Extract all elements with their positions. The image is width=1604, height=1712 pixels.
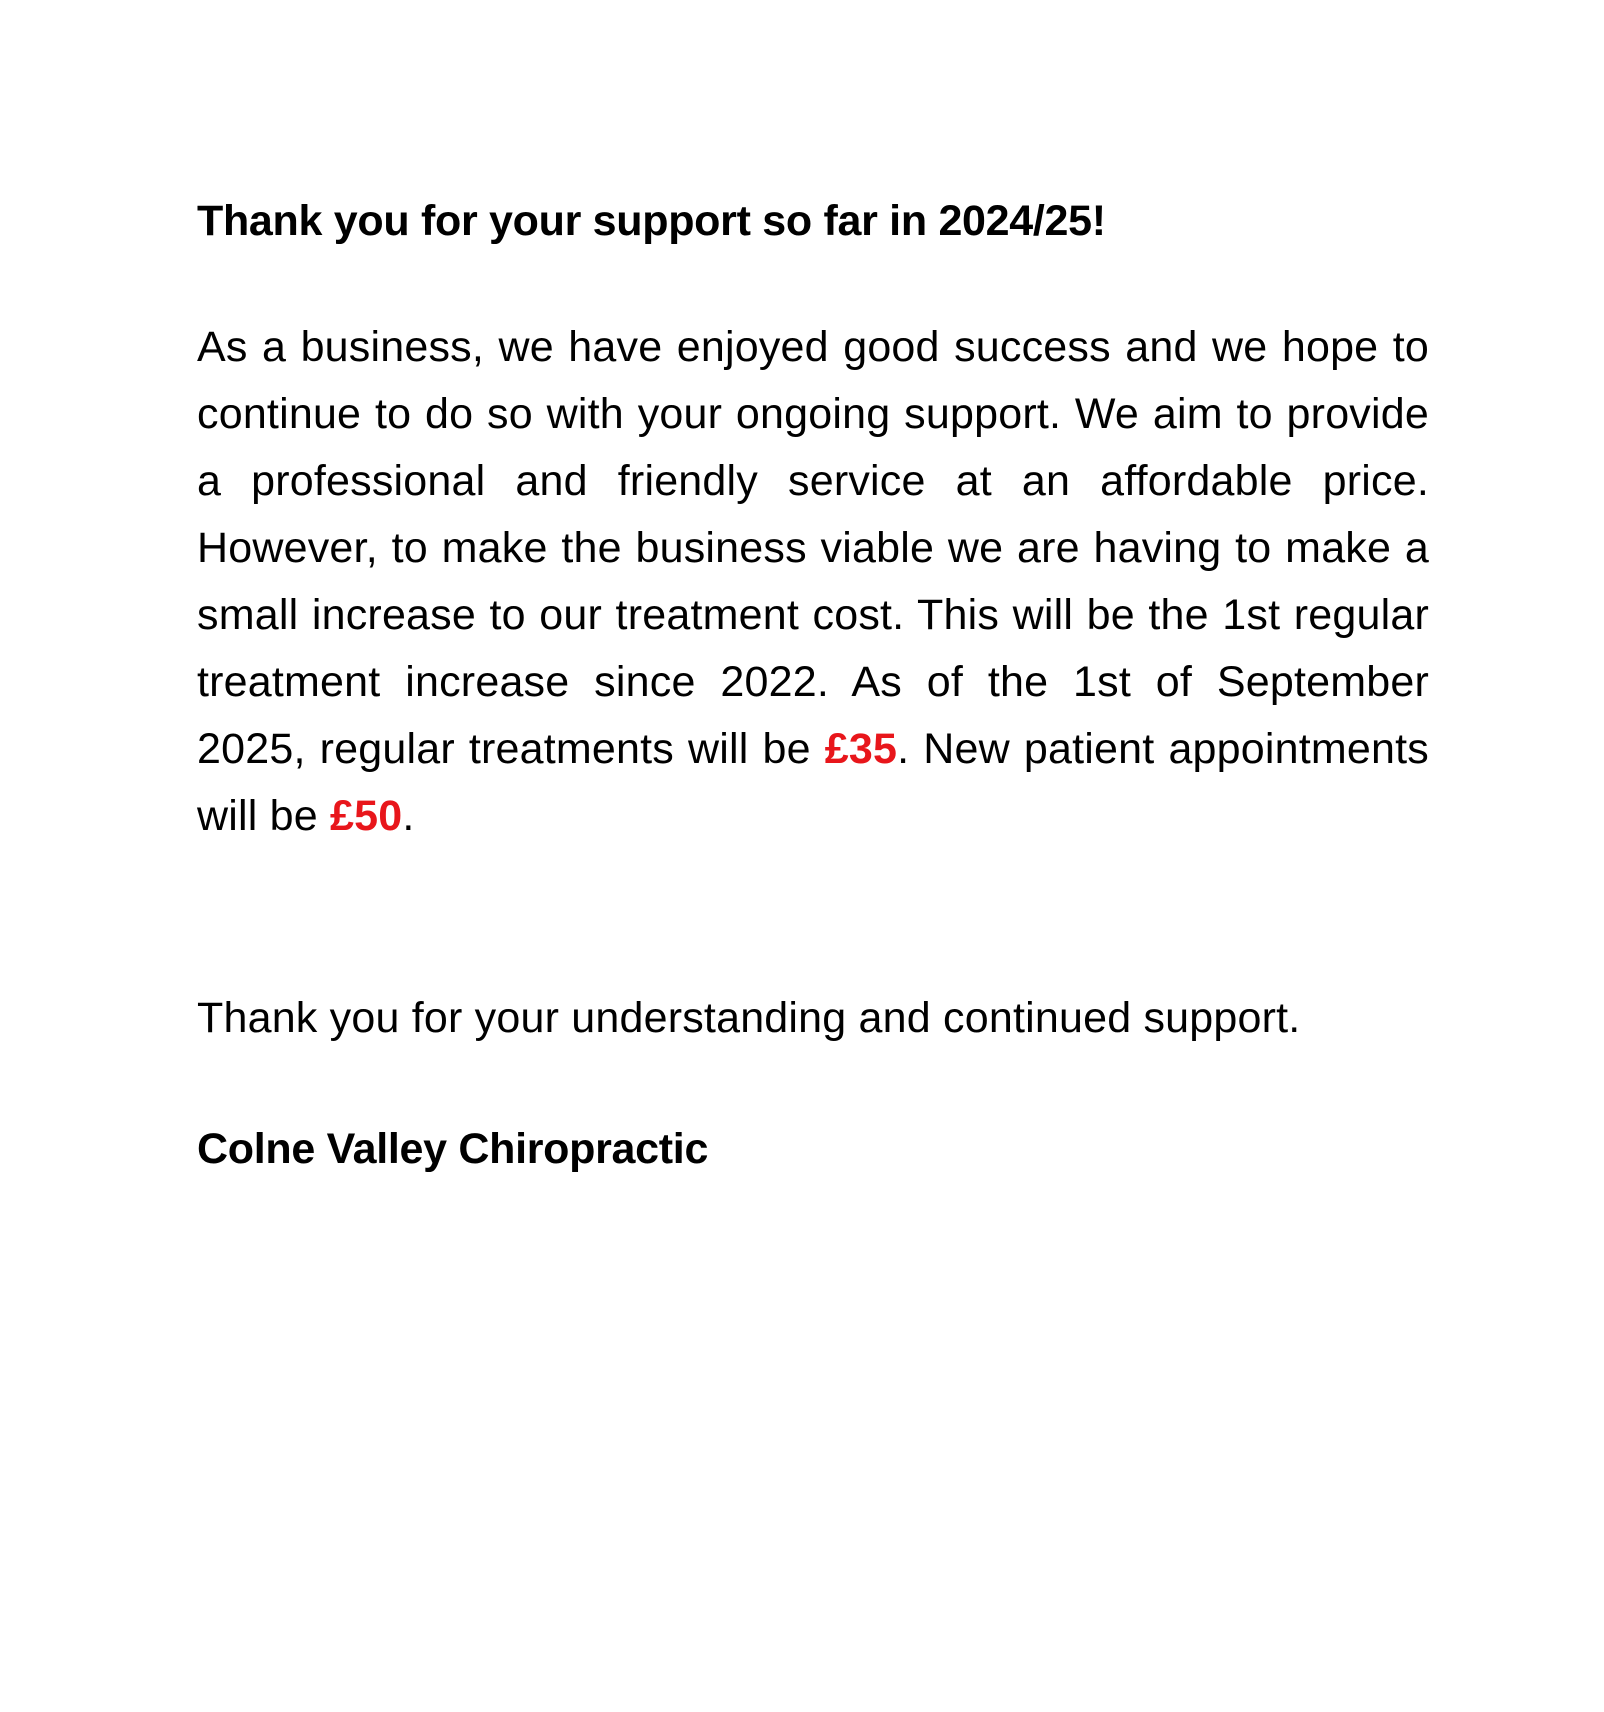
paragraph-text-middle: . New patient appointments will be <box>197 725 1430 840</box>
notice-heading: Thank you for your support so far in 2024/25! <box>197 197 1106 245</box>
thank-you-paragraph: Thank you for your understanding and continued support. <box>197 994 1301 1042</box>
notice-document <box>197 192 1429 1178</box>
new-patient-price: £50 <box>330 792 403 840</box>
paragraph-text-main: As a business, we have enjoyed good success and we hope to continue to do so with your ongoing support. We aim to provide a professional and friendly service at an affordable price. However, to make the business viable we are having to make a small increase to our treatment cost. This will be the 1st regular treatment increase since 2022. As of the 1st of September 2025, regular treatments will be <box>197 323 1429 773</box>
business-signature: Colne Valley Chiropractic <box>197 1125 709 1173</box>
price-increase-paragraph <box>197 314 1429 850</box>
paragraph-text-end: . <box>402 792 415 840</box>
regular-treatment-price: £35 <box>824 725 898 773</box>
